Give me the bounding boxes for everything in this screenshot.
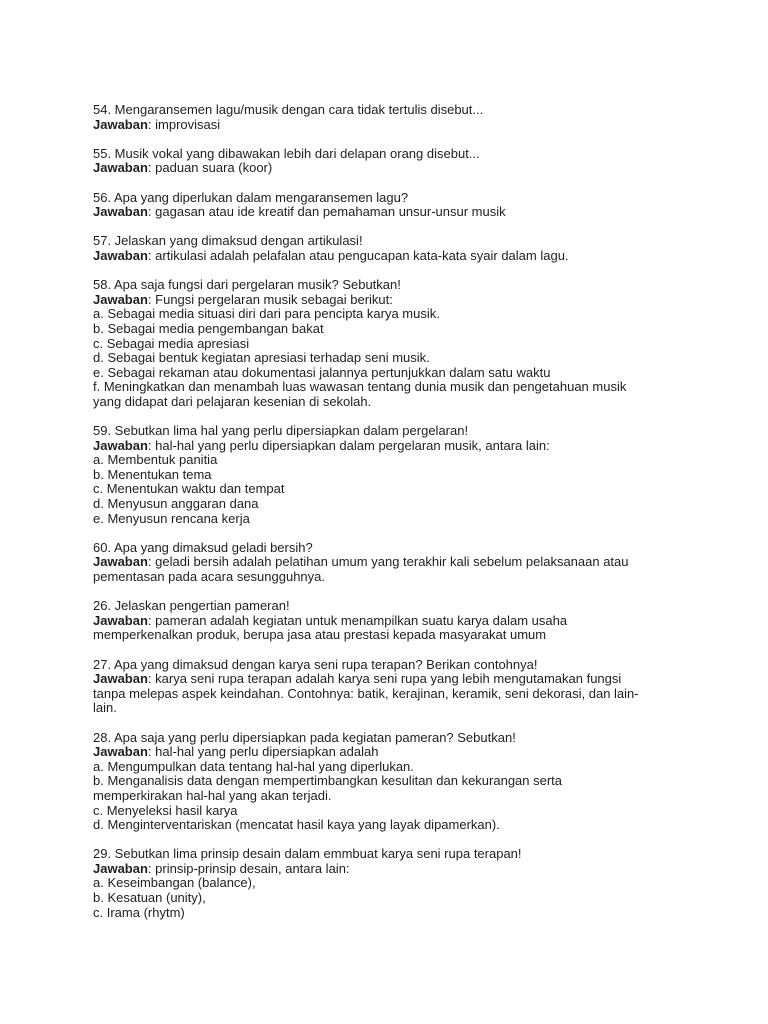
answer-text: : prinsip-prinsip desain, antara lain:: [147, 860, 350, 876]
answer-line: [93, 701, 693, 716]
qa-item: [93, 278, 693, 409]
answer-label: Jawaban: [93, 247, 148, 263]
answer-text: c. Menentukan waktu dan tempat: [93, 481, 285, 497]
answer-text: f. Meningkatkan dan menambah luas wawasan tentang dunia musik dan pengetahuan musik: [93, 379, 627, 395]
answer-line: [93, 307, 693, 322]
answer-text: tanpa melepas aspek keindahan. Contohnya: batik, kerajinan, keramik, seni dekorasi, dan lain-: [93, 685, 639, 701]
answer-label: Jawaban: [93, 291, 148, 307]
answer-line: [93, 380, 693, 395]
answer-line: [93, 482, 693, 497]
answer-text: : geladi bersih adalah pelatihan umum yang terakhir kali sebelum pelaksanaan atau: [147, 554, 629, 570]
answer-first-line: [93, 439, 693, 454]
answer-text: : Fungsi pergelaran musik sebagai berikut:: [147, 291, 393, 307]
answer-line: [93, 497, 693, 512]
question-text: 27. Apa yang dimaksud dengan karya seni rupa terapan? Berikan contohnya!: [93, 656, 538, 672]
answer-text: : gagasan atau ide kreatif dan pemahaman unsur-unsur musik: [147, 204, 506, 220]
answer-first-line: [93, 555, 693, 570]
answer-text: a. Keseimbangan (balance),: [93, 875, 256, 891]
answer-text: memperkirakan hal-hal yang akan terjadi.: [93, 787, 332, 803]
answer-text: b. Sebagai media pengembangan bakat: [93, 320, 324, 336]
answer-label: Jawaban: [93, 204, 148, 220]
answer-label: Jawaban: [93, 860, 148, 876]
question-text: 54. Mengaransemen lagu/musik dengan cara tidak tertulis disebut...: [93, 102, 484, 117]
qa-item: [93, 541, 693, 585]
answer-label: Jawaban: [93, 554, 148, 570]
answer-text: c. Menyeleksi hasil karya: [93, 802, 238, 818]
answer-line: [93, 453, 693, 468]
answer-text: e. Sebagai rekaman atau dokumentasi jalannya pertunjukkan dalam satu waktu: [93, 364, 551, 380]
answer-line: [93, 818, 693, 833]
answer-text: b. Menganalisis data dengan mempertimbangkan kesulitan dan kekurangan serta: [93, 773, 563, 789]
answer-line: [93, 322, 693, 337]
answer-line: [93, 366, 693, 381]
answer-line: [93, 876, 693, 891]
answer-first-line: [93, 672, 693, 687]
answer-line: [93, 395, 693, 410]
answer-line: [93, 628, 693, 643]
answer-line: [93, 468, 693, 483]
answer-text: b. Kesatuan (unity),: [93, 890, 206, 906]
question-text: 28. Apa saja yang perlu dipersiapkan pada kegiatan pameran? Sebutkan!: [93, 729, 516, 745]
answer-text: : hal-hal yang perlu dipersiapkan dalam pergelaran musik, antara lain:: [147, 437, 550, 453]
qa-item: [93, 731, 693, 833]
answer-text: : improvisasi: [147, 116, 221, 132]
question-text: 29. Sebutkan lima prinsip desain dalam emmbuat karya seni rupa terapan!: [93, 846, 522, 862]
question-text: 26. Jelaskan pengertian pameran!: [93, 598, 290, 614]
answer-line: [93, 774, 693, 789]
answer-line: [93, 570, 693, 585]
qa-item: [93, 847, 693, 920]
answer-line: [93, 512, 693, 527]
qa-item: [93, 191, 693, 220]
answer-first-line: [93, 862, 693, 877]
answer-text: a. Membentuk panitia: [93, 452, 218, 468]
answer-first-line: [93, 745, 693, 760]
answer-first-line: [93, 249, 693, 264]
question-text: 59. Sebutkan lima hal yang perlu dipersiapkan dalam pergelaran!: [93, 423, 469, 439]
answer-text: : artikulasi adalah pelafalan atau pengucapan kata-kata syair dalam lagu.: [147, 247, 569, 263]
qa-item: [93, 103, 693, 132]
qa-item: [93, 599, 693, 643]
answer-line: [93, 789, 693, 804]
answer-text: d. Menginterventariskan (mencatat hasil kaya yang layak dipamerkan).: [93, 817, 500, 833]
document-page: [93, 103, 693, 935]
answer-text: b. Menentukan tema: [93, 466, 212, 482]
question-text: 57. Jelaskan yang dimaksud dengan artikulasi!: [93, 233, 363, 249]
answer-text: pementasan pada acara sesungguhnya.: [93, 569, 326, 584]
answer-text: e. Menyusun rencana kerja: [93, 510, 250, 526]
question-text: 58. Apa saja fungsi dari pergelaran musik? Sebutkan!: [93, 277, 401, 293]
qa-item: [93, 424, 693, 526]
answer-line: [93, 351, 693, 366]
answer-first-line: [93, 614, 693, 629]
answer-text: c. Irama (rhytm): [93, 904, 185, 920]
qa-item: [93, 234, 693, 263]
answer-first-line: [93, 118, 693, 133]
answer-line: [93, 804, 693, 819]
answer-text: lain.: [93, 700, 117, 716]
answer-text: : hal-hal yang perlu dipersiapkan adalah: [147, 744, 379, 760]
qa-item: [93, 147, 693, 176]
answer-text: c. Sebagai media apresiasi: [93, 335, 250, 351]
answer-text: yang didapat dari pelajaran kesenian di sekolah.: [93, 393, 372, 409]
answer-label: Jawaban: [93, 437, 148, 453]
answer-text: a. Sebagai media situasi diri dari para pencipta karya musik.: [93, 306, 440, 322]
answer-text: : pameran adalah kegiatan untuk menampilkan suatu karya dalam usaha: [147, 612, 568, 628]
answer-text: : paduan suara (koor): [147, 160, 273, 176]
answer-text: : karya seni rupa terapan adalah karya seni rupa yang lebih mengutamakan fungsi: [147, 671, 622, 687]
question-text: 55. Musik vokal yang dibawakan lebih dari delapan orang disebut...: [93, 145, 480, 161]
answer-line: [93, 906, 693, 921]
question-text: 60. Apa yang dimaksud geladi bersih?: [93, 539, 313, 555]
answer-line: [93, 687, 693, 702]
answer-label: Jawaban: [93, 744, 148, 760]
answer-label: Jawaban: [93, 116, 148, 132]
question-text: 56. Apa yang diperlukan dalam mengaransemen lagu?: [93, 189, 409, 205]
answer-line: [93, 891, 693, 906]
answer-first-line: [93, 293, 693, 308]
answer-line: [93, 760, 693, 775]
answer-label: Jawaban: [93, 160, 148, 176]
answer-text: a. Mengumpulkan data tentang hal-hal yang diperlukan.: [93, 758, 414, 774]
answer-first-line: [93, 161, 693, 176]
answer-text: d. Menyusun anggaran dana: [93, 496, 259, 512]
answer-label: Jawaban: [93, 612, 148, 628]
answer-first-line: [93, 205, 693, 220]
answer-label: Jawaban: [93, 671, 148, 687]
answer-line: [93, 337, 693, 352]
answer-text: d. Sebagai bentuk kegiatan apresiasi terhadap seni musik.: [93, 350, 430, 366]
qa-item: [93, 658, 693, 716]
answer-text: memperkenalkan produk, berupa jasa atau prestasi kepada masyarakat umum: [93, 627, 547, 643]
